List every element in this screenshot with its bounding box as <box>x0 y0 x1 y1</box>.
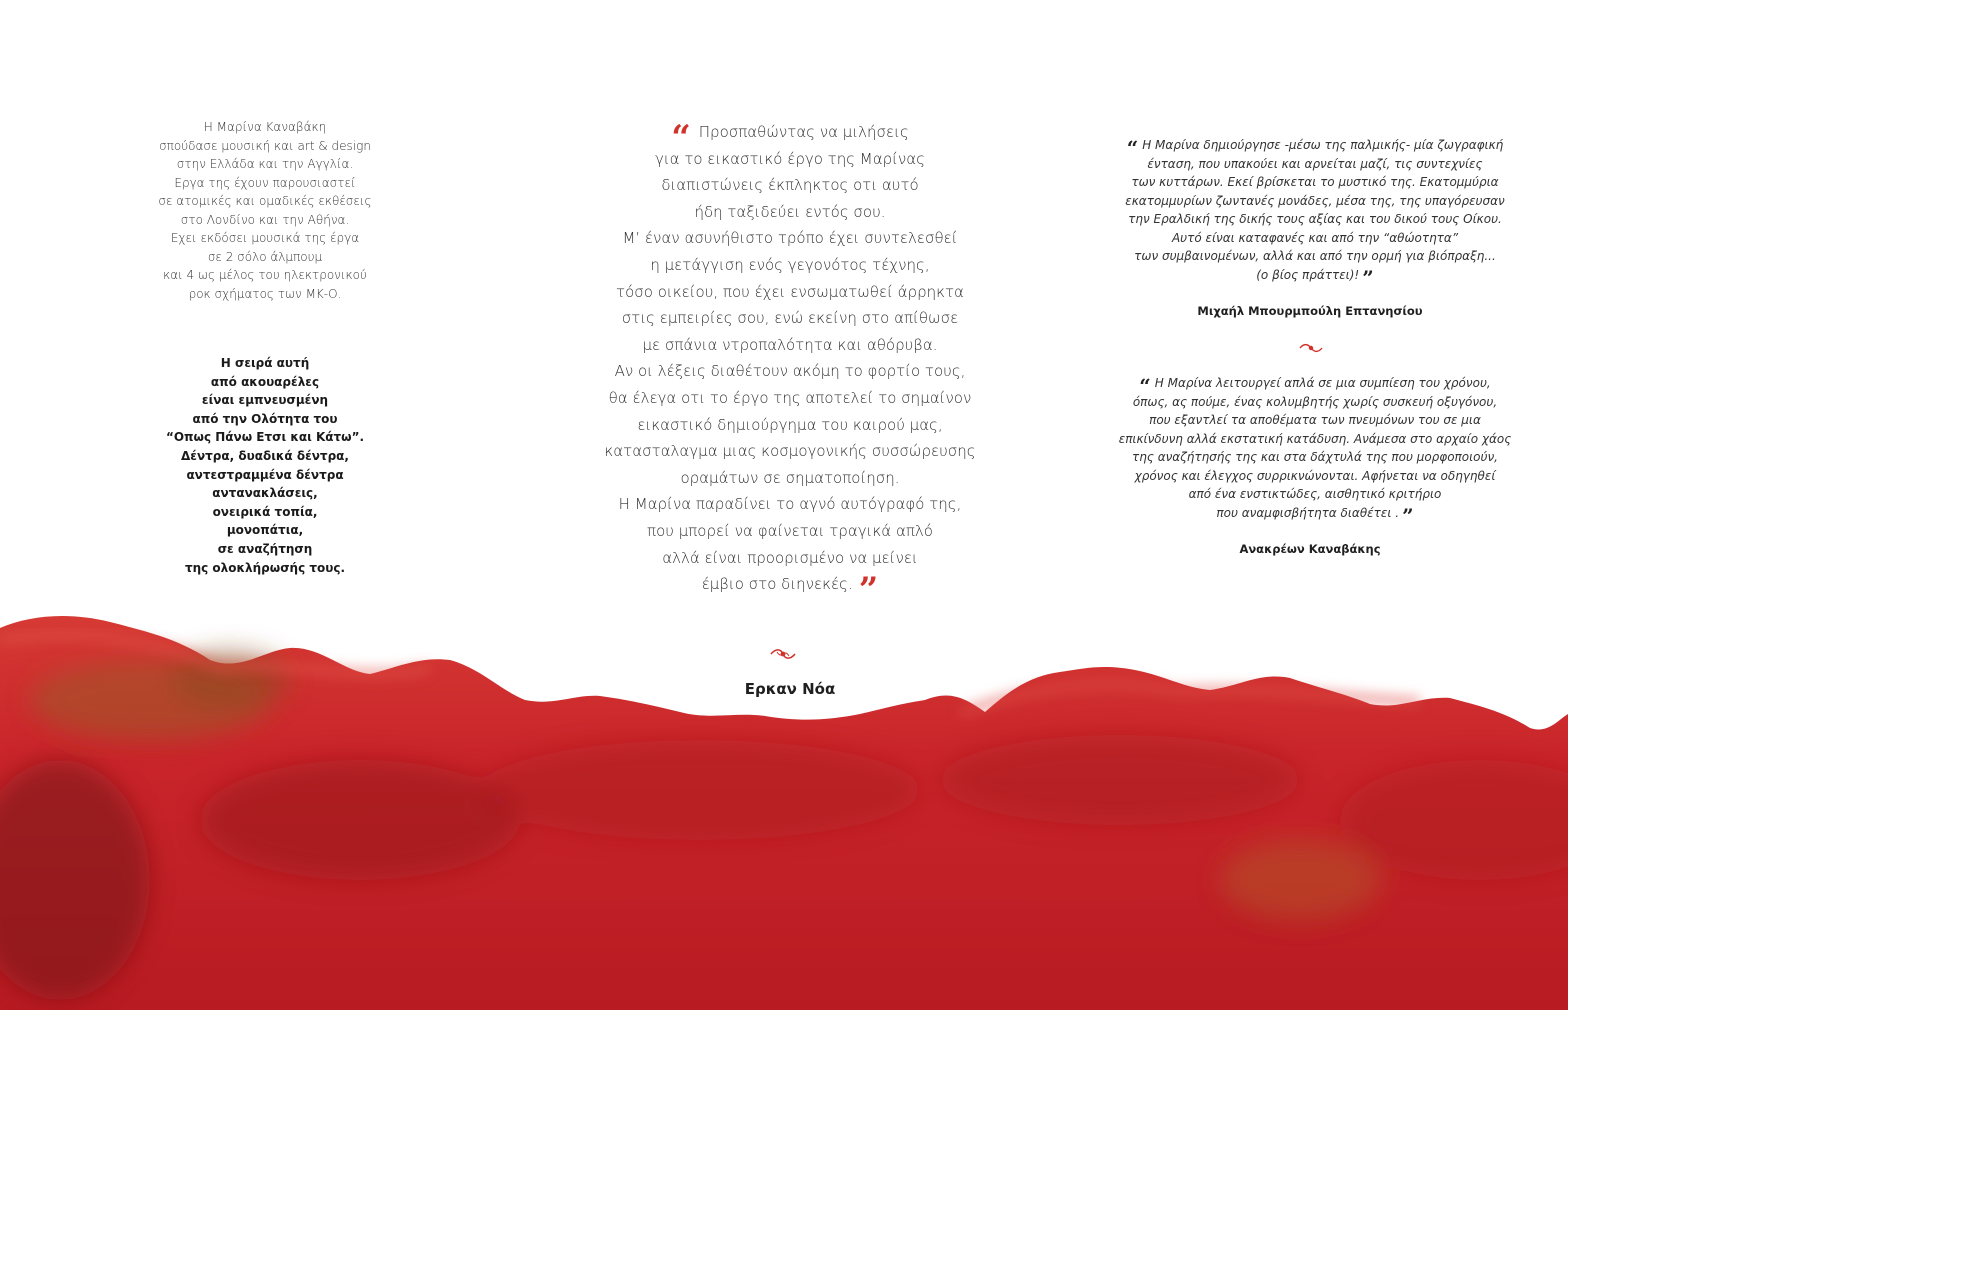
quote-line: εκατομμυρίων ζωντανές μονάδες, μέσα της, της υπαγόρευσαν <box>1125 193 1505 208</box>
series-line: αντανακλάσεις, <box>212 486 318 501</box>
quote-line <box>1100 374 1530 398</box>
quote-line: από ένα ενστικτώδες, αισθητικό κριτήριο <box>1188 487 1442 501</box>
series-line: από την Ολότητα του <box>192 411 338 426</box>
close-quote-icon: ” <box>1402 503 1414 528</box>
series-line: είναι εμπνευσμένη <box>201 393 329 408</box>
quote-line: για το εικαστικό έργο της Μαρίνας <box>654 149 925 168</box>
quote-line: Μ’ έναν ασυνήθιστο τρόπο έχει συντελεσθεί <box>622 229 958 248</box>
series-line: Δέντρα, δυαδικά δέντρα, <box>181 448 349 463</box>
quote-line-text: (ο βίος πράττει)! <box>1256 267 1360 282</box>
series-line: από ακουαρέλες <box>210 374 320 389</box>
quote-line: Αυτό είναι καταφανές και από την “αθώοτητα” <box>1171 230 1459 245</box>
bio-line: Εργα της έχουν παρουσιαστεί <box>174 175 356 190</box>
bio-line: στην Ελλάδα και την Αγγλία. <box>176 157 354 171</box>
quote-line-text: έμβιο στο διηνεκές. <box>701 575 853 594</box>
ornament-icon <box>768 646 798 662</box>
quote-line: διαπιστώνεις έκπληκτος οτι αυτό <box>661 176 919 195</box>
series-line: μονοπάτια, <box>226 523 304 538</box>
series-line: αντεστραμμένα δέντρα <box>186 467 344 482</box>
quote-line: ένταση, που υπακούει και αρνείται μαζί, τις συντεχνίες <box>1147 156 1483 171</box>
testimonial-quote-1 <box>1100 136 1530 290</box>
bio-line: Εχει εκδόσει μουσικά της έργα <box>170 231 360 245</box>
quote-line: επικίνδυνη αλλά εκστατική κατάδυση. Ανάμεσα στο αρχαίο χάος <box>1118 431 1512 446</box>
series-line: της ολοκλήρωσής τους. <box>184 560 346 575</box>
series-line: “Οπως Πάνω Ετσι και Κάτω”. <box>165 430 365 445</box>
series-line: Η σειρά αυτή <box>220 356 310 370</box>
bio-line: σε ατομικές και ομαδικές εκθέσεις <box>158 194 372 208</box>
quote-line: τόσο οικείου, που έχει ενσωματωθεί άρρηκτα <box>616 282 964 301</box>
open-quote-icon: “ <box>1139 374 1151 398</box>
quote-line: αλλά είναι προορισμένο να μείνει <box>662 548 918 567</box>
quote-line: που μπορεί να φαίνεται τραγικά απλό <box>647 521 933 540</box>
ornament-icon <box>1296 341 1326 355</box>
quote-line <box>1100 503 1530 528</box>
quote-line: της αναζήτησής της και στα δάχτυλά της που μορφοποιούν, <box>1132 450 1498 464</box>
open-quote-icon: “ <box>671 118 691 158</box>
series-description <box>130 354 400 577</box>
bio-line: στο Λονδίνο και την Αθήνα. <box>180 212 350 227</box>
quote-line <box>560 118 1020 158</box>
bio-line: σπούδασε μουσική και art & design <box>159 138 371 153</box>
series-line: ονειρικά τοπία, <box>212 504 318 519</box>
bio-line: και 4 ως μέλος του ηλεκτρονικού <box>163 268 367 282</box>
testimonial-author-2: Ανακρέων Καναβάκης <box>1239 542 1381 556</box>
quote-line: οραμάτων σε σηματοποίηση. <box>680 468 900 487</box>
open-quote-icon: “ <box>1126 136 1139 160</box>
quote-line: των κυττάρων. Εκεί βρίσκεται το μυστικό της. Εκατομμύρια <box>1131 175 1499 189</box>
quote-line: εικαστικό δημιούργημα του καιρού μας, <box>637 415 943 434</box>
testimonial-quote-2 <box>1100 374 1530 528</box>
quote-line: χρόνος και έλεγχος συρρικνώνονται. Αφήνεται να οδηγηθεί <box>1134 468 1496 483</box>
quote-line-text: Η Μαρίνα λειτουργεί απλά σε μια συμπίεση του χρόνου, <box>1154 376 1491 390</box>
close-quote-icon: ” <box>1362 265 1374 290</box>
quote-line: θα έλεγα οτι το έργο της αποτελεί το σημαίνον <box>608 388 972 407</box>
quote-line <box>1100 265 1530 290</box>
quote-line: ήδη ταξιδεύει εντός σου. <box>694 202 886 221</box>
quote-line: την Εραλδική της δικής τους αξίας και του δικού τους Οίκου. <box>1128 212 1502 226</box>
quote-line: Η Μαρίνα παραδίνει το αγνό αυτόγραφό της, <box>618 495 962 514</box>
quote-line: με σπάνια ντροπαλότητα και αθόρυβα. <box>642 335 938 354</box>
main-quote <box>560 118 1020 611</box>
quote-line-text: Προσπαθώντας να μιλήσεις <box>698 123 909 141</box>
bio-line: ροκ σχήματος των ΜΚ-Ο. <box>188 286 342 301</box>
quote-line: κατασταλαγμα μιας κοσμογονικής συσσώρευσης <box>604 442 976 461</box>
bio-line: Η Μαρίνα Καναβάκη <box>203 120 327 134</box>
quote-line: των συμβαινομένων, αλλά και από την ορμή για βιόπραξη... <box>1134 249 1496 263</box>
quote-line: Αν οι λέξεις διαθέτουν ακόμη το φορτίο τους, <box>614 362 966 381</box>
series-line: σε αναζήτηση <box>217 541 313 556</box>
bio-line: σε 2 σόλο άλμπουμ <box>207 249 323 264</box>
quote-line: που εξαντλεί τα αποθέματα των πνευμόνων του σε μια <box>1149 413 1481 427</box>
quote-line: στις εμπειρίες σου, ενώ εκείνη στο απίθωσε <box>621 309 959 328</box>
quote-line <box>1100 136 1530 160</box>
artist-bio <box>130 118 400 303</box>
quote-line: η μετάγγιση ενός γεγονότος τέχνης, <box>650 255 930 274</box>
quote-line <box>560 570 1020 611</box>
quote-line-text: που αναμφισβήτητα διαθέτει . <box>1216 505 1400 520</box>
close-quote-icon: ” <box>858 570 879 611</box>
center-quote-author: Ερκαν Νόα <box>744 680 836 698</box>
testimonial-author-1: Μιχαήλ Μπουρμπούλη Επτανησίου <box>1197 304 1423 318</box>
quote-line: όπως, ας πούμε, ένας κολυμβητής χωρίς συσκευή οξυγόνου, <box>1132 394 1498 409</box>
quote-line-text: Η Μαρίνα δημιούργησε -μέσω της παλμικής- μία ζωγραφική <box>1142 138 1504 152</box>
